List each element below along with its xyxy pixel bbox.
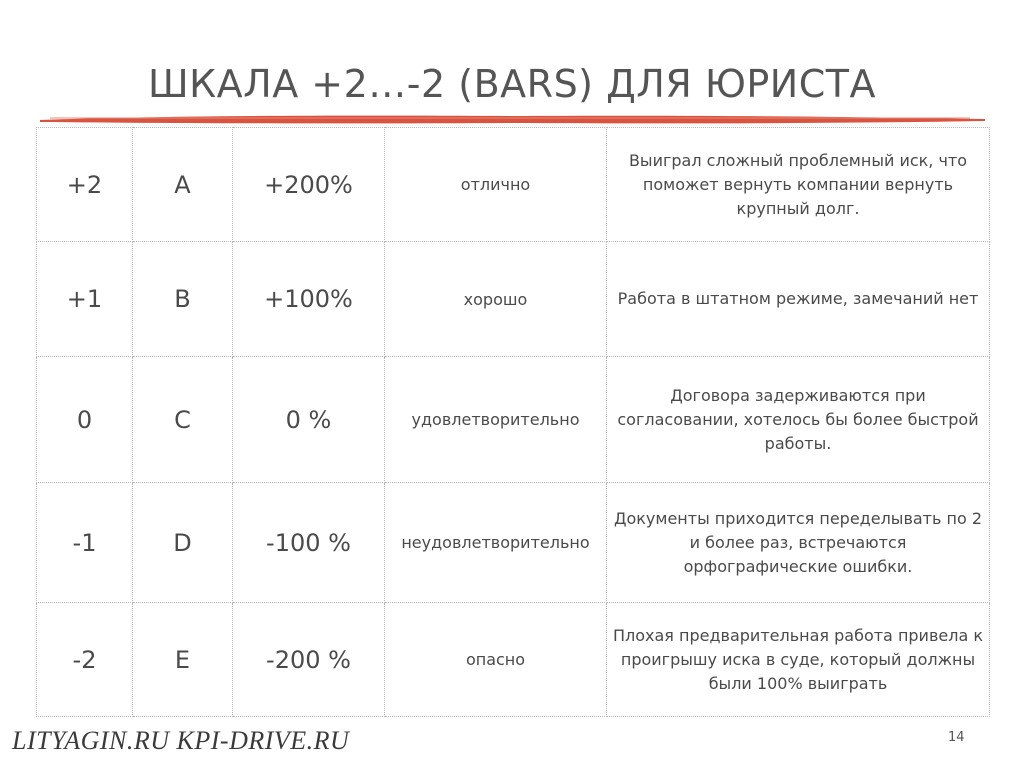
description-cell: Договора задерживаются при согласовании, хотелось бы более быстрой работы. [607,357,990,483]
title-underline-brushstroke [40,112,985,126]
letter-cell: E [133,603,233,717]
percent-cell: -100 % [233,483,385,603]
rating-cell: опасно [385,603,607,717]
percent-cell: 0 % [233,357,385,483]
score-cell: -2 [37,603,133,717]
description-cell: Плохая предварительная работа привела к проигрышу иска в суде, который должны были 100% выиграть [607,603,990,717]
rating-cell: неудовлетворительно [385,483,607,603]
letter-cell: D [133,483,233,603]
letter-cell: A [133,128,233,242]
score-cell: +1 [37,242,133,357]
percent-cell: -200 % [233,603,385,717]
description-cell: Документы приходится переделывать по 2 и более раз, встречаются орфографические ошибки. [607,483,990,603]
table-row [37,603,990,717]
percent-cell: +200% [233,128,385,242]
score-cell: -1 [37,483,133,603]
score-cell: 0 [37,357,133,483]
brushstroke-shape [40,116,985,124]
table-row [37,483,990,603]
table-row [37,128,990,242]
score-cell: +2 [37,128,133,242]
slide-title: ШКАЛА +2…-2 (BARS) ДЛЯ ЮРИСТА [148,62,876,106]
letter-cell: C [133,357,233,483]
footer-site-links: LITYAGIN.RU KPI-DRIVE.RU [12,726,350,755]
description-cell: Выиграл сложный проблемный иск, что поможет вернуть компании вернуть крупный долг. [607,128,990,242]
rating-cell: удовлетворительно [385,357,607,483]
letter-cell: B [133,242,233,357]
rating-cell: отлично [385,128,607,242]
table-row [37,242,990,357]
page-number: 14 [948,730,965,745]
table-row [37,357,990,483]
rating-cell: хорошо [385,242,607,357]
bars-scale-table [36,127,990,717]
description-cell: Работа в штатном режиме, замечаний нет [607,242,990,357]
percent-cell: +100% [233,242,385,357]
